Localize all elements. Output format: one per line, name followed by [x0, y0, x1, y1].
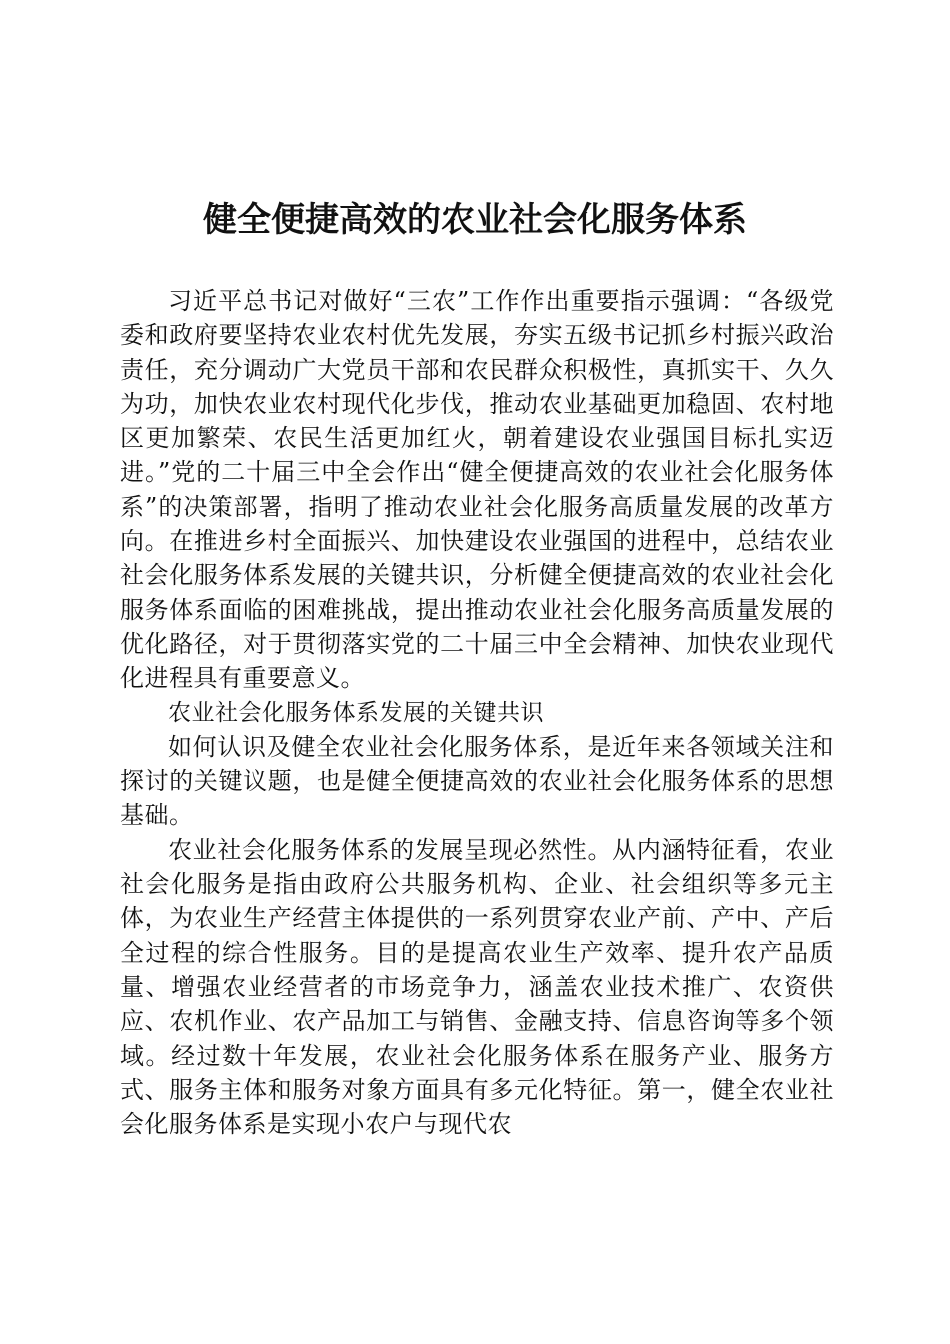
intro-paragraph: 习近平总书记对做好“三农”工作作出重要指示强调：“各级党委和政府要坚持农业农村优先发展，夯实五级书记抓乡村振兴政治责任，充分调动广大党员干部和农民群众积极性，真抓实干、久久为功，加快农业农村现代化步伐，推动农业基础更加稳固、农村地区更加繁荣、农民生活更加红火，朝着建设农业强国目标扎实迈进。”党的二十届三中全会作出“健全便捷高效的农业社会化服务体系”的决策部署，指明了推动农业社会化服务高质量发展的改革方向。在推进乡村全面振兴、加快建设农业强国的进程中，总结农业社会化服务体系发展的关键共识，分析健全便捷高效的农业社会化服务体系面临的困难挑战，提出推动农业社会化服务高质量发展的优化路径，对于贯彻落实党的二十届三中全会精神、加快农业现代化进程具有重要意义。	[120, 287, 834, 693]
document-body	[120, 284, 834, 1141]
section-paragraph-2: 农业社会化服务体系的发展呈现必然性。从内涵特征看，农业社会化服务是指由政府公共服务机构、企业、社会组织等多元主体，为农业生产经营主体提供的一系列贯穿农业产前、产中、产后全过程的综合性服务。目的是提高农业生产效率、提升农产品质量、增强农业经营者的市场竞争力，涵盖农业技术推广、农资供应、农机作业、农产品加工与销售、金融支持、信息咨询等多个领域。经过数十年发展，农业社会化服务体系在服务产业、服务方式、服务主体和服务对象方面具有多元化特征。第一，健全农业社会化服务体系是实现小农户与现代农	[120, 835, 834, 1139]
section-heading: 农业社会化服务体系发展的关键共识	[168, 699, 544, 726]
section-paragraph-1: 如何认识及健全农业社会化服务体系，是近年来各领域关注和探讨的关键议题，也是健全便捷高效的农业社会化服务体系的思想基础。	[120, 732, 834, 830]
document-title: 健全便捷高效的农业社会化服务体系	[203, 200, 747, 240]
